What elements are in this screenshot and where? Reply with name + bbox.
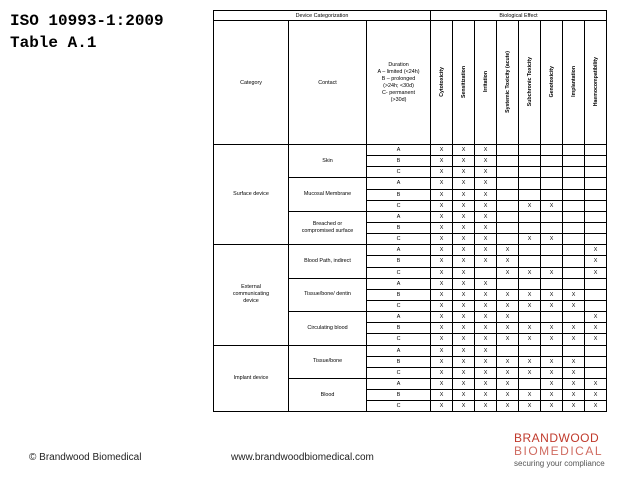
effect-mark-cell: X [475,200,497,211]
header-effect-cytotoxicity: Cytotoxicity [431,21,453,145]
effect-mark-cell: X [431,189,453,200]
duration-cell: A [367,178,431,189]
effect-mark-cell [541,222,563,233]
effect-mark-cell [563,145,585,156]
duration-cell: A [367,211,431,222]
header-effect-subchronic-toxicity: Subchronic Toxicity [519,21,541,145]
effect-mark-cell: X [431,300,453,311]
effect-mark-cell: X [519,334,541,345]
duration-cell: C [367,401,431,412]
effect-mark-cell: X [585,334,607,345]
effect-mark-cell: X [453,356,475,367]
effect-mark-cell: X [585,378,607,389]
contact-cell [289,312,367,345]
effect-mark-cell [563,178,585,189]
duration-cell: B [367,356,431,367]
effect-mark-cell: X [497,245,519,256]
effect-mark-cell: X [541,401,563,412]
effect-mark-cell [497,211,519,222]
effect-mark-cell [585,167,607,178]
effect-mark-cell: X [519,289,541,300]
effect-mark-cell: X [453,234,475,245]
effect-mark-cell [497,234,519,245]
effect-mark-cell: X [563,390,585,401]
effect-mark-cell: X [585,323,607,334]
effect-mark-cell: X [541,300,563,311]
contact-label-line: Breached or [312,221,343,228]
effect-mark-cell [585,200,607,211]
category-label-line: device [243,298,259,305]
effect-mark-cell [497,167,519,178]
effect-mark-cell [585,289,607,300]
header-duration-line: A – limited (<24h) [377,68,420,75]
effect-mark-cell: X [431,378,453,389]
duration-cell: A [367,245,431,256]
effect-mark-cell: X [475,145,497,156]
effect-mark-cell [585,278,607,289]
category-cell [214,145,289,245]
effect-mark-cell: X [431,323,453,334]
contact-label-line: Blood [320,391,335,398]
effect-mark-cell: X [519,401,541,412]
effect-mark-cell: X [431,312,453,323]
effect-mark-cell: X [541,267,563,278]
effect-mark-cell: X [475,378,497,389]
effect-mark-cell [541,256,563,267]
effect-mark-cell: X [475,222,497,233]
effect-mark-cell [585,300,607,311]
category-label-line: Implant device [233,374,269,381]
contact-label-line: compromised surface [301,228,354,235]
effect-mark-cell [497,222,519,233]
effect-mark-cell: X [519,300,541,311]
contact-cell [289,145,367,178]
footer-copyright: © Brandwood Biomedical [29,452,142,463]
effect-mark-cell: X [475,289,497,300]
header-effect-genotoxicity: Genotoxicity [541,21,563,145]
contact-cell [289,178,367,211]
effect-mark-cell [541,145,563,156]
contact-cell [289,278,367,311]
effect-mark-cell [519,278,541,289]
effect-mark-cell: X [563,378,585,389]
effect-mark-cell: X [519,234,541,245]
brand-name-line1: BRANDWOOD [514,431,600,445]
table-row [214,145,607,156]
effect-mark-cell: X [453,222,475,233]
contact-label-line: Tissue/bone/ dentin [304,291,351,298]
effect-mark-cell [585,234,607,245]
header-duration-line: B – prolonged [381,75,416,82]
effect-mark-cell: X [519,200,541,211]
effect-mark-cell [585,222,607,233]
effect-mark-cell: X [475,367,497,378]
effect-mark-cell: X [519,390,541,401]
duration-cell: C [367,234,431,245]
effect-mark-cell: X [497,289,519,300]
effect-mark-cell: X [475,390,497,401]
effect-mark-cell [541,312,563,323]
duration-cell: C [367,267,431,278]
effect-mark-cell [519,178,541,189]
effect-mark-cell [563,156,585,167]
contact-label-line: Skin [322,157,333,164]
effect-mark-cell: X [453,334,475,345]
effect-mark-cell [519,378,541,389]
duration-cell: C [367,367,431,378]
effect-mark-cell: X [563,401,585,412]
effect-mark-cell: X [431,245,453,256]
effect-mark-cell: X [431,145,453,156]
effect-mark-cell: X [431,367,453,378]
effect-mark-cell [563,167,585,178]
effect-mark-cell: X [541,367,563,378]
effect-mark-cell [541,345,563,356]
effect-mark-cell [563,312,585,323]
effect-mark-cell: X [453,300,475,311]
effect-mark-cell: X [497,300,519,311]
effect-mark-cell: X [541,356,563,367]
header-device-categorization: Device Categorization [214,11,431,21]
effect-mark-cell: X [453,289,475,300]
category-cell [214,245,289,345]
effect-mark-cell: X [453,189,475,200]
effect-mark-cell: X [541,323,563,334]
duration-cell: B [367,156,431,167]
effect-mark-cell [563,345,585,356]
contact-cell [289,211,367,244]
effect-mark-cell: X [475,189,497,200]
effect-mark-cell [563,200,585,211]
brand-tagline: securing your compliance [514,459,605,468]
effect-mark-cell: X [453,200,475,211]
effect-mark-cell [585,145,607,156]
effect-mark-cell: X [431,156,453,167]
effect-mark-cell [497,189,519,200]
header-effect-systemic-toxicity: Systemic Toxicity (acute) [497,21,519,145]
effect-mark-cell [475,267,497,278]
effect-mark-cell: X [497,367,519,378]
slide-title [10,10,164,54]
contact-label-line: Circulating blood [307,324,348,331]
effect-mark-cell [563,222,585,233]
effect-mark-cell: X [475,323,497,334]
contact-label-line: Blood Path, indirect [304,257,351,264]
effect-mark-cell: X [497,356,519,367]
effect-mark-cell: X [475,178,497,189]
effect-mark-cell [541,156,563,167]
effect-mark-cell: X [519,367,541,378]
header-category: Category [214,21,289,145]
effect-mark-cell: X [453,345,475,356]
effect-mark-cell [563,245,585,256]
table-row [214,345,607,356]
effect-mark-cell: X [563,356,585,367]
effect-mark-cell: X [497,267,519,278]
effect-mark-cell: X [541,200,563,211]
effect-mark-cell [519,167,541,178]
effect-mark-cell [497,156,519,167]
effect-mark-cell [541,278,563,289]
footer-website[interactable]: www.brandwoodbiomedical.com [231,452,374,463]
duration-cell: B [367,323,431,334]
biological-evaluation-table [213,10,607,412]
category-label-line: External [241,284,261,291]
effect-mark-cell: X [453,390,475,401]
effect-mark-cell: X [431,178,453,189]
effect-mark-cell: X [475,312,497,323]
header-effect-irritation: Irritation [475,21,497,145]
duration-cell: A [367,312,431,323]
effect-mark-cell: X [453,245,475,256]
effect-mark-cell: X [475,401,497,412]
effect-mark-cell: X [497,378,519,389]
effect-mark-cell: X [453,323,475,334]
duration-cell: A [367,145,431,156]
effect-mark-cell: X [497,334,519,345]
effect-mark-cell: X [431,200,453,211]
duration-cell: C [367,167,431,178]
effect-mark-cell: X [541,378,563,389]
effect-mark-cell: X [431,167,453,178]
brand-logo [514,432,634,469]
effect-mark-cell: X [563,289,585,300]
contact-cell [289,245,367,278]
effect-mark-cell [541,167,563,178]
effect-mark-cell: X [541,234,563,245]
contact-label-line: Tissue/bone [312,358,343,365]
effect-mark-cell: X [585,390,607,401]
effect-mark-cell [519,345,541,356]
duration-cell: C [367,200,431,211]
effect-mark-cell: X [563,323,585,334]
effect-mark-cell: X [453,167,475,178]
effect-mark-cell: X [563,300,585,311]
effect-mark-cell: X [431,278,453,289]
effect-mark-cell: X [497,323,519,334]
effect-mark-cell: X [541,334,563,345]
effect-mark-cell: X [497,312,519,323]
title-standard: ISO 10993-1:2009 [10,12,164,30]
effect-mark-cell: X [475,256,497,267]
effect-mark-cell: X [453,378,475,389]
effect-mark-cell: X [475,211,497,222]
header-duration-line: Duration [388,61,409,68]
duration-cell: C [367,300,431,311]
effect-mark-cell [541,211,563,222]
effect-mark-cell [541,189,563,200]
effect-mark-cell: X [453,145,475,156]
effect-mark-cell: X [541,390,563,401]
header-effect-sensitization: Sensitization [453,21,475,145]
effect-mark-cell: X [453,178,475,189]
effect-mark-cell [585,178,607,189]
effect-mark-cell [519,156,541,167]
effect-mark-cell: X [475,167,497,178]
effect-mark-cell: X [431,345,453,356]
effect-mark-cell: X [431,256,453,267]
effect-mark-cell [563,189,585,200]
effect-mark-cell: X [475,334,497,345]
effect-mark-cell: X [519,323,541,334]
effect-mark-cell [519,245,541,256]
effect-mark-cell: X [563,334,585,345]
effect-mark-cell: X [453,256,475,267]
duration-cell: A [367,278,431,289]
duration-cell: B [367,189,431,200]
header-duration-line: (>30d) [390,96,407,103]
effect-mark-cell [519,189,541,200]
duration-cell: C [367,334,431,345]
duration-cell: B [367,390,431,401]
effect-mark-cell [563,234,585,245]
effect-mark-cell: X [431,390,453,401]
effect-mark-cell: X [475,278,497,289]
effect-mark-cell [563,267,585,278]
effect-mark-cell [541,178,563,189]
contact-cell [289,345,367,378]
effect-mark-cell: X [431,267,453,278]
effect-mark-cell [497,145,519,156]
effect-mark-cell [585,189,607,200]
effect-mark-cell: X [453,278,475,289]
contact-label-line: Mucosal Membrane [303,191,352,198]
contact-cell [289,378,367,411]
effect-mark-cell: X [497,390,519,401]
effect-mark-cell: X [453,367,475,378]
header-effect-haemocompatibility: Haemocompatibility [585,21,607,145]
header-duration-line: (>24h; <30d) [383,82,414,89]
table-row [214,245,607,256]
effect-mark-cell: X [475,234,497,245]
effect-mark-cell [497,178,519,189]
effect-mark-cell: X [431,211,453,222]
effect-mark-cell [497,278,519,289]
effect-mark-cell: X [585,267,607,278]
duration-cell: B [367,222,431,233]
category-cell [214,345,289,412]
header-effect-implantation: Implantation [563,21,585,145]
effect-mark-cell: X [453,312,475,323]
effect-mark-cell: X [475,156,497,167]
effect-mark-cell: X [431,222,453,233]
effect-mark-cell: X [563,367,585,378]
effect-mark-cell [519,312,541,323]
brand-name-line2: BIOMEDICAL [514,444,604,458]
effect-mark-cell [519,256,541,267]
effect-mark-cell [563,211,585,222]
table-body [214,145,607,412]
duration-cell: B [367,289,431,300]
effect-mark-cell: X [453,401,475,412]
effect-mark-cell [497,200,519,211]
effect-mark-cell: X [431,401,453,412]
effect-mark-cell: X [453,267,475,278]
effect-mark-cell [519,222,541,233]
effect-mark-cell [585,367,607,378]
effect-mark-cell: X [585,401,607,412]
effect-mark-cell: X [585,256,607,267]
effect-mark-cell [519,145,541,156]
effect-mark-cell: X [541,289,563,300]
effect-mark-cell [585,345,607,356]
effect-mark-cell [585,356,607,367]
effect-mark-cell: X [431,289,453,300]
effect-mark-cell: X [431,334,453,345]
effect-mark-cell [519,211,541,222]
effect-mark-cell: X [453,211,475,222]
effect-mark-cell [585,156,607,167]
effect-mark-cell: X [453,156,475,167]
effect-mark-cell [563,256,585,267]
effect-mark-cell: X [497,401,519,412]
duration-cell: B [367,256,431,267]
effect-mark-cell: X [497,256,519,267]
effect-mark-cell: X [585,245,607,256]
effect-mark-cell [585,211,607,222]
effect-mark-cell: X [431,234,453,245]
effect-mark-cell: X [519,356,541,367]
effect-mark-cell: X [519,267,541,278]
category-label-line: communicating [232,291,270,298]
effect-mark-cell: X [475,245,497,256]
header-duration [367,21,431,145]
category-label-line: Surface device [233,191,269,198]
effect-mark-cell [541,245,563,256]
effect-mark-cell: X [475,356,497,367]
header-contact: Contact [289,21,367,145]
header-duration-line: C- permanent [382,89,415,96]
header-biological-effect: Biological Effect [431,11,607,21]
effect-mark-cell: X [475,345,497,356]
duration-cell: A [367,378,431,389]
duration-cell: A [367,345,431,356]
effect-mark-cell [497,345,519,356]
effect-mark-cell: X [475,300,497,311]
effect-mark-cell: X [585,312,607,323]
effect-mark-cell [563,278,585,289]
effect-mark-cell: X [431,356,453,367]
title-table: Table A.1 [10,34,97,52]
